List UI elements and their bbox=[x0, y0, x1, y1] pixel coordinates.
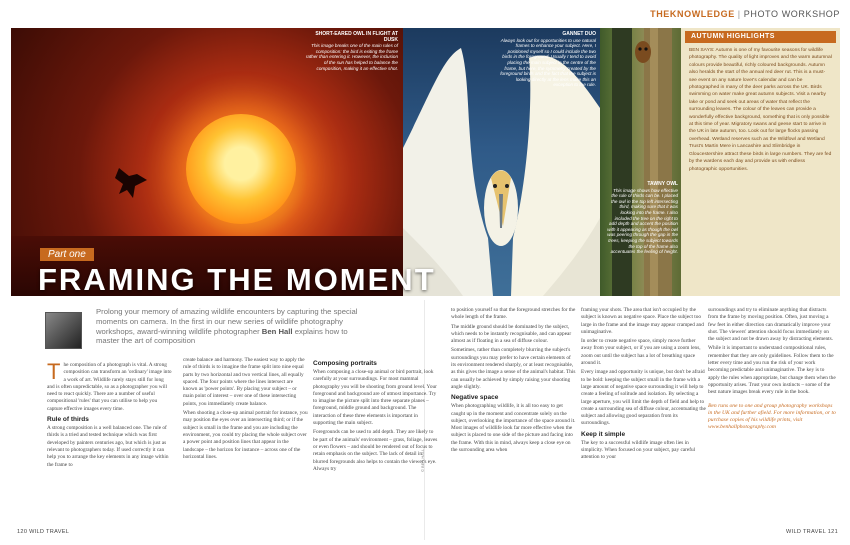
author-portrait bbox=[45, 312, 82, 349]
tree-trunk-image bbox=[600, 28, 681, 296]
caption-gannet-title: GANNET DUO bbox=[562, 31, 596, 37]
sidebar-title: AUTUMN HIGHLIGHTS bbox=[685, 31, 836, 43]
article-title: FRAMING THE MOMENT bbox=[38, 262, 436, 297]
caption-owl-text: This image breaks one of the main rules of composition: the bird is exiting the frame rather than entering it. However, the inclusion of the sun has helped to balance the composition, making it an effective shot. bbox=[305, 43, 398, 71]
caption-tree-text: This image shows how effective the rule of thirds can be. I placed the owl in the top left intersecting third, making sure that it was looking into the frame. I also included the tree on the right to add depth and accent the position with it appearing as though the owl was peering through the gap in the trees, keeping the subject towards the top of the frame also accentuates the feeling of height. bbox=[607, 187, 678, 255]
header-section: PHOTO WORKSHOP bbox=[743, 9, 840, 19]
tawny-owl-photo bbox=[600, 28, 681, 296]
caption-tree bbox=[606, 182, 678, 255]
body-column-6: surroundings and try to eliminate anything that distracts from the frame by moving position. Often, just moving a few feet in either direction can dramatically improve your shot. The viewers' attention should focus immediately on the subject and not be drawn away by distracting elements. While it is important to understand compositional rules, remember that they are only guidelines. Follow them to the letter every time and you run the risk of your work becoming predictable and unimaginative. The key is to apply the rules when appropriate, but change them when the opportunity arises. Trust your own instincts – some of the best nature images break every rule in the book. Ben runs one to one and group photography workshops in the UK and further afield. For more information, or to purchase copies of his wildlife prints, visit www.benhallphotography.com bbox=[708, 307, 836, 431]
footer-right-folio: WILD TRAVEL 121 bbox=[786, 529, 838, 535]
sidebar-text: BEN SAYS: Autumn is one of my favourite seasons for wildlife photography. The quality of light improves and the warm autumnal colours provide beautiful, richly coloured backgrounds. Autumn also heralds the start of the annual red deer rut. This is a must-see event on any nature lover's calendar and can be photographed in many of the deer parks across the UK. Birds swimming on water make great autumn subjects. Visit a nearby lake or pond and seek out areas of water that reflect the surrounding leaves. The colour of the leaves can provide a wonderfully effective background, something that is only possible at this time of year. Migratory swans and geese start to arrive in the UK in late autumn, too. Look out for large flocks passing overhead. Wetland reserves such as the Wildfowl and Wetland Trust's Martin Mere in Lancashire and Slimbridge in Gloucestershire attract these birds in large numbers. They are fed by the wardens each day and provide us with endless photographic opportunities. bbox=[689, 48, 832, 172]
intro-standfirst: Prolong your memory of amazing wildlife encounters by capturing the special moments on camera. In the first in our new series of wildlife photography workshops, award-winning wildlife photographer Ben Hall explains how to master the art of composition bbox=[96, 307, 358, 346]
caption-gannet bbox=[500, 32, 596, 88]
footer-left-folio: 120 WILD TRAVEL bbox=[17, 529, 70, 535]
body-column-3: Composing portraits When composing a close-up animal or bird portrait, look carefully at your surroundings. For most mammal photography you will be shooting from ground level. Your foreground and background are of utmost importance. Try to imagine the picture split into three separate planes – foreground, middle ground and background. The interaction of these three elements is important in supporting the main subject. Foregrounds can be used to add depth. They are likely to be part of the animals' environment – grass, foliage, leaves or even flowers – and should be rendered out of focus to retain emphasis on the subject. The lack of detail in blurred foregrounds also helps to contain the viewer's eye. Always try bbox=[313, 360, 438, 472]
subhead-negative-space: Negative space bbox=[451, 394, 499, 402]
drop-cap: T bbox=[47, 359, 61, 384]
header-knowledge: THEKNOWLEDGE bbox=[650, 9, 735, 19]
caption-owl-title: SHORT-EARED OWL IN FLIGHT AT DUSK bbox=[315, 31, 398, 43]
autumn-highlights-sidebar bbox=[681, 28, 840, 296]
body-column-1: The composition of a photograph is vital. A strong composition can transform an 'ordinary' image into a work of art. Wildlife rarely stays still for long and is often unpredictable, so as a photographer you will need to react quickly. There are a number of useful compositional 'rules' that you can utilise to help you capture effective images every time. Rule of thirds A strong composition is a well balanced one. The rule of thirds is a tried and tested technique which was first developed by painters centuries ago, but which is just as relevant to photographers today. If used correctly it can help you to arrange the key elements in any image within the frame to bbox=[47, 359, 172, 468]
part-label: Part one bbox=[40, 248, 94, 261]
caption-gannet-text: Always look out for opportunities to use natural frames to enhance your subject. Here, I positioned myself so I could include the two birds in the foreground. Usually I tend to avoid placing the main subject in the centre of the frame, but here, the symmetry created by the foreground birds and the fact that the subject is looking directly at the lens make this an exception to the rule. bbox=[500, 37, 596, 88]
caption-tree-title: TAWNY OWL bbox=[647, 181, 678, 187]
section-header: THEKNOWLEDGE | PHOTO WORKSHOP bbox=[650, 9, 840, 19]
photo-credit: © BEN HALL bbox=[420, 448, 425, 472]
subhead-composing-portraits: Composing portraits bbox=[313, 360, 377, 367]
subhead-rule-of-thirds: Rule of thirds bbox=[47, 416, 89, 424]
author-name: Ben Hall bbox=[261, 326, 293, 336]
author-bio: Ben runs one to one and group photography workshops in the UK and further afield. For more information, or to purchase copies of his wildlife prints, visit www.benhallphotography.com bbox=[708, 402, 836, 431]
subhead-keep-it-simple: Keep it simple bbox=[581, 430, 626, 438]
body-column-2: create balance and harmony. The easiest way to apply the rule of thirds is to imagine the frame split into nine equal parts by two horizontal and two vertical lines, all equally spaced. The four points where the lines intersect are known as 'power points'. By placing your subject – or main point of interest – over one of these intersecting points, you immediately create balance. When shooting a close-up animal portrait for instance, you may position the eyes over an intersecting third; or if the subject is small in the frame and you are including the environment, you could try placing the whole subject over a power point and position lines that appear in the landscape – the horizon for instance – across one of the horizontal lines. bbox=[183, 357, 308, 460]
body-column-5: framing your shots. The area that isn't occupied by the subject is known as negative space. Place the subject too large in the frame and the image may appear cramped and unimaginative. In order to create negative space, simply move further away from your subject, or if you are using a zoom lens, zoom out until the subject has a lot of breathing space around it. Every image and opportunity is unique, but don't be afraid to be bold: keeping the subject small in the frame with a large amount of negative space surrounding it will help to create a feeling of solitude and isolation. By selecting a large aperture, you will limit the depth of field and help to create a surrounding sea of diffuse colour, accentuating the subject and allowing good separation from its surroundings. Keep it simple The key to a successful wildlife image often lies in simplicity. When focused on your subject, pay careful attention to your bbox=[581, 307, 706, 461]
caption-owl bbox=[305, 32, 398, 71]
body-column-4: to position yourself so that the foreground stretches for the whole length of the frame. The middle ground should be dominated by the subject, which needs to be instantly recognisable, and can appear almost as if floating in a sea of diffuse colour. Sometimes, rather than completely blurring the subject's surroundings you may prefer to have certain elements of its environment rendered sharply, or at least recognisable, as this gives the image a sense of the animal's habitat. This can usually be achieved by simply raising your shooting angle slightly. Negative space When photographing wildlife, it is all too easy to get caught up in the moment and concentrate solely on the subject, overlooking the importance of the space around it. Most images of wildlife look far more effective when the subject is placed to one side of the picture and facing into the frame. With this in mind, always keep a close eye on the surrounding area when bbox=[451, 307, 576, 454]
